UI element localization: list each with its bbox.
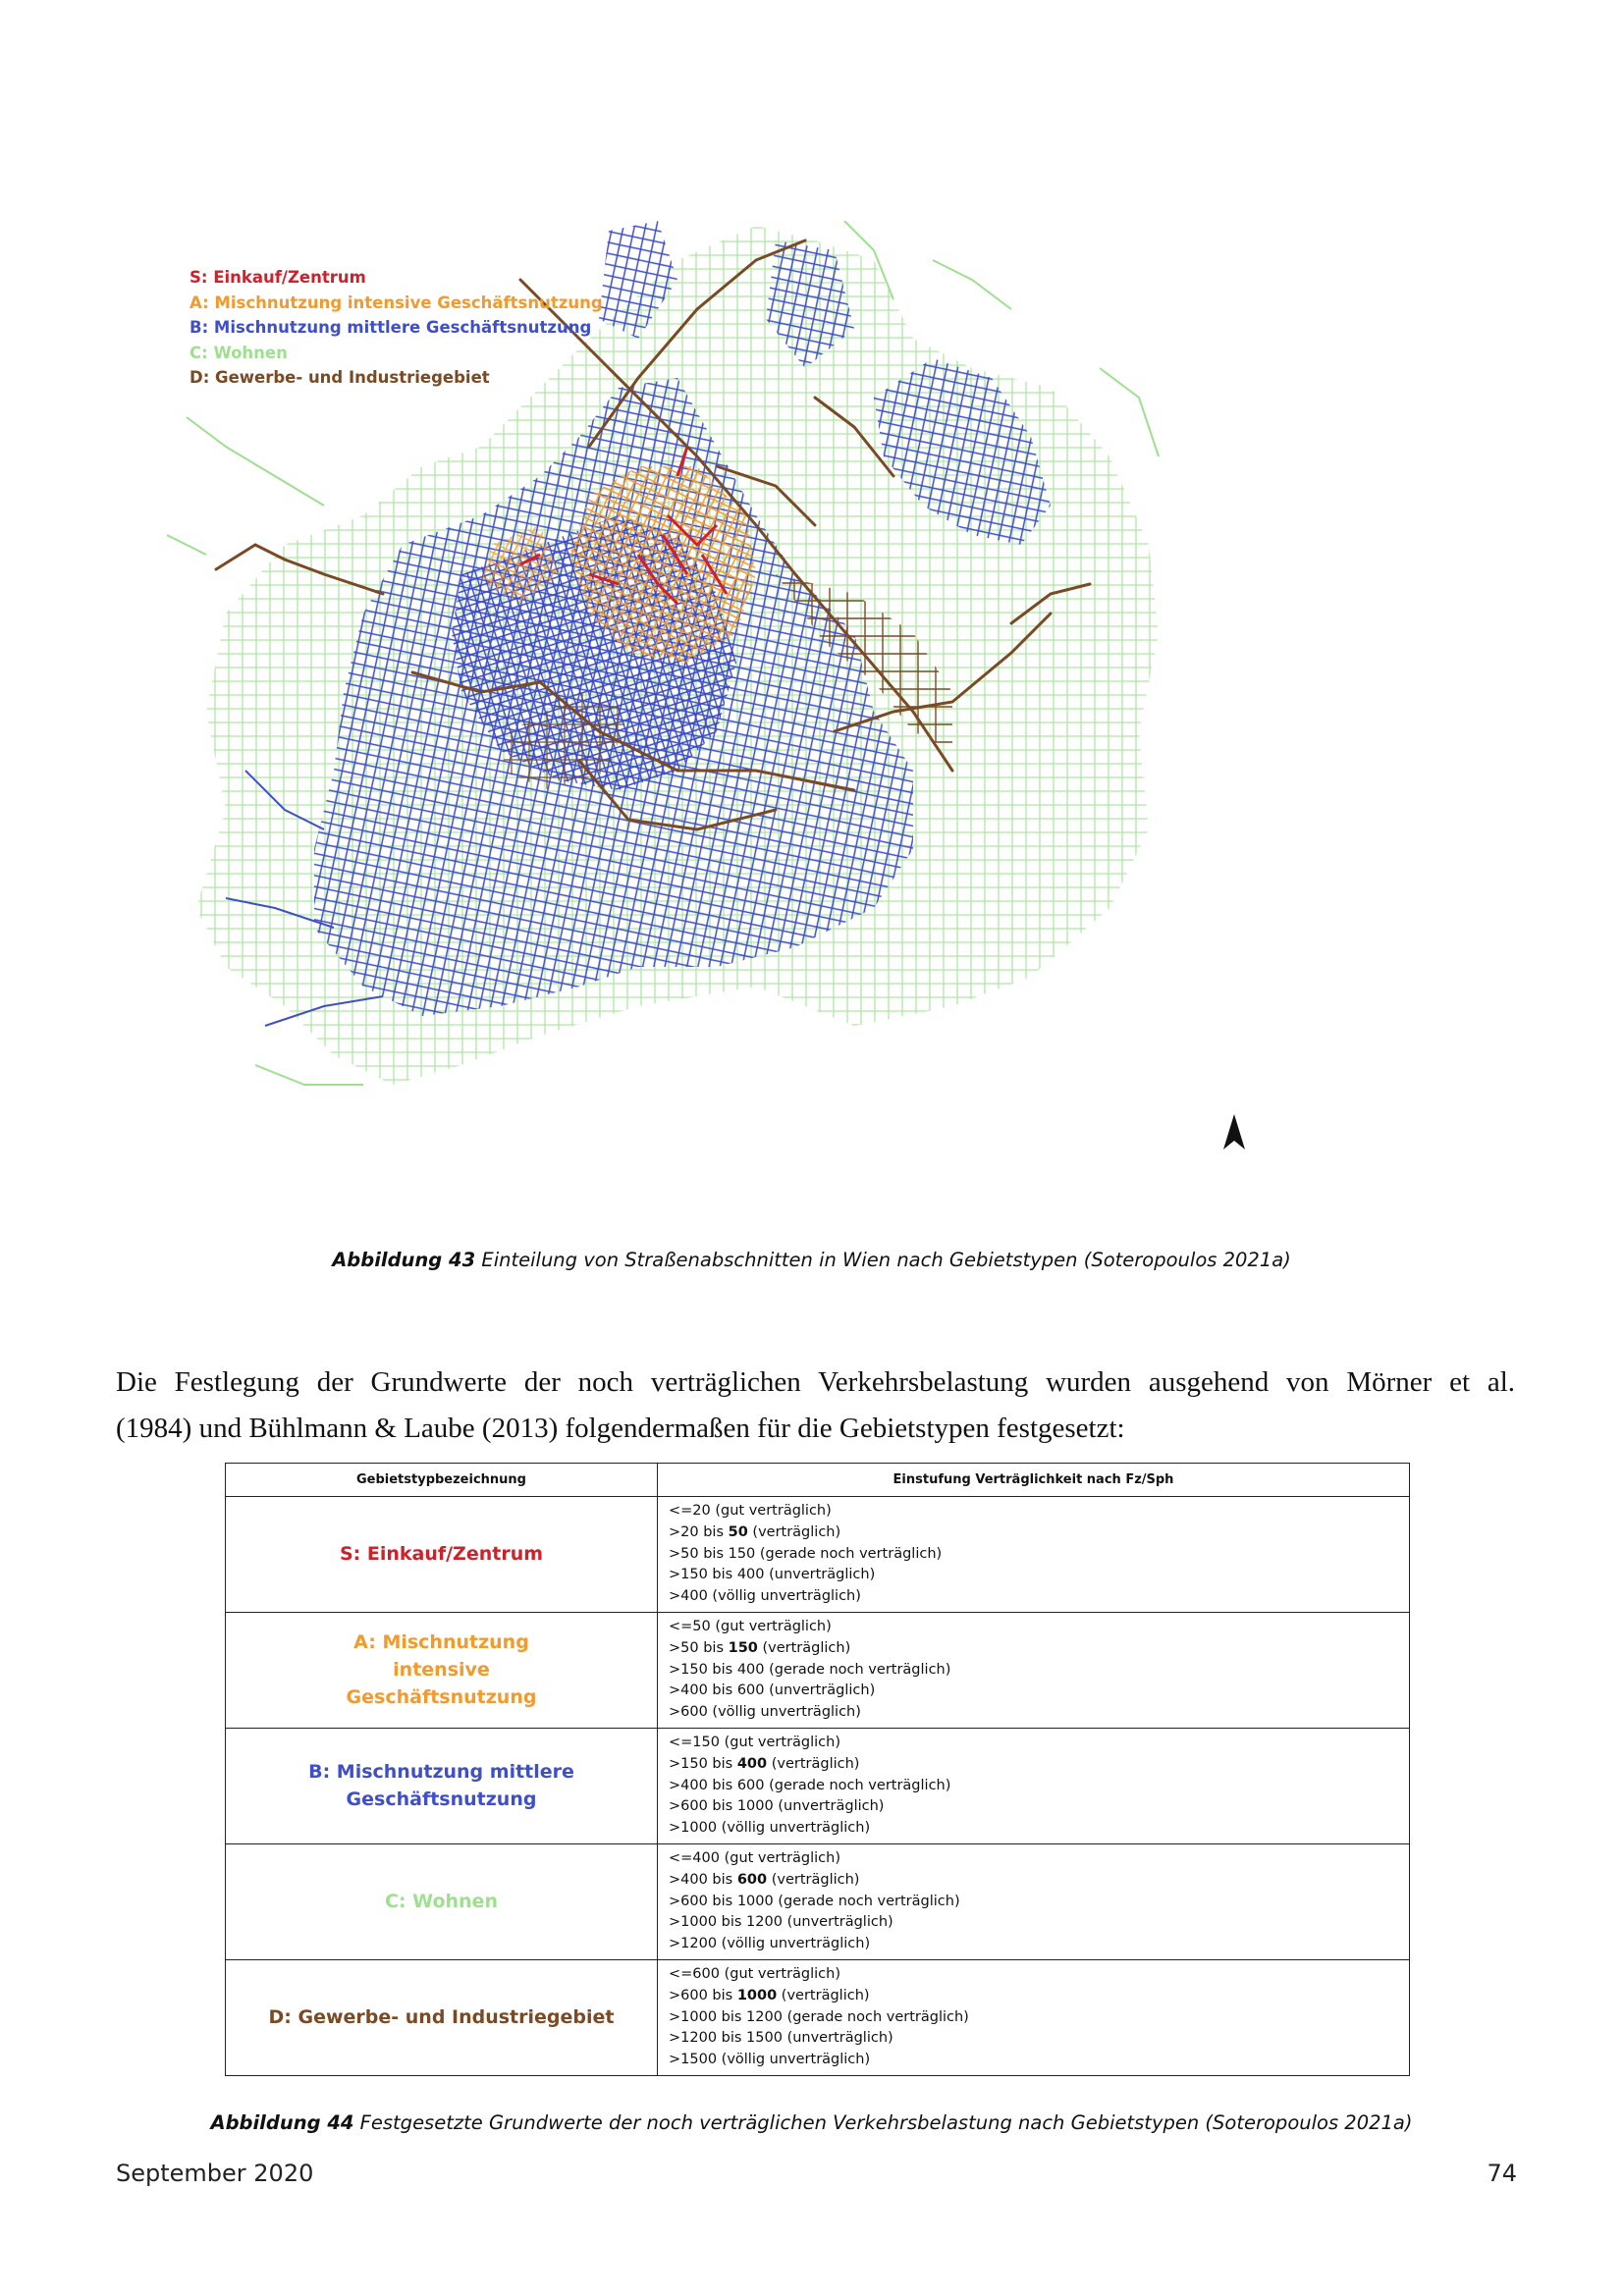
rating-line: <=150 (gut verträglich) — [669, 1734, 841, 1750]
rating-cell — [658, 1728, 1410, 1843]
north-arrow-icon — [1222, 1114, 1246, 1156]
area-type-label: A: Mischnutzung intensive Geschäftsnutzung — [346, 1631, 537, 1709]
body-paragraph — [116, 1360, 1515, 1452]
header-area-type: Gebietstypbezeichnung — [226, 1464, 658, 1497]
rating-line: >20 bis 50 (verträglich) — [669, 1523, 841, 1540]
threshold-table — [225, 1463, 1410, 2076]
rating-line: <=50 (gut verträglich) — [669, 1618, 832, 1634]
rating-line: >600 bis 1000 (unverträglich) — [669, 1798, 885, 1815]
rating-line: >1000 (völlig unverträglich) — [669, 1820, 871, 1837]
rating-line: >600 (völlig unverträglich) — [669, 1704, 861, 1721]
caption-number: Abbildung 43 — [332, 1249, 476, 1271]
figure-caption-43 — [0, 1249, 1623, 1271]
rating-line: >400 bis 600 (unverträglich) — [669, 1682, 876, 1699]
rating-line: <=600 (gut verträglich) — [669, 1965, 841, 1982]
rating-line: >150 bis 400 (verträglich) — [669, 1755, 860, 1772]
area-type-cell — [226, 1959, 658, 2075]
figure-caption-44 — [0, 2111, 1623, 2134]
map-legend — [189, 265, 603, 391]
caption-text: Einteilung von Straßenabschnitten in Wien nach Gebietstypen (Soteropoulos 2021a) — [475, 1249, 1291, 1271]
rating-cell — [658, 1612, 1410, 1728]
table-row — [226, 1497, 1410, 1613]
header-rating: Einstufung Verträglichkeit nach Fz/Sph — [658, 1464, 1410, 1497]
rating-line: >1000 bis 1200 (gerade noch verträglich) — [669, 2008, 969, 2025]
rating-cell — [658, 1497, 1410, 1613]
rating-line: >1000 bis 1200 (unverträglich) — [669, 1914, 893, 1931]
rating-line: >400 bis 600 (verträglich) — [669, 1871, 860, 1888]
legend-item-b: B: Mischnutzung mittlere Geschäftsnutzung — [189, 318, 592, 337]
area-type-label: C: Wohnen — [385, 1891, 498, 1913]
table-row — [226, 1612, 1410, 1728]
caption-text: Festgesetzte Grundwerte der noch verträglichen Verkehrsbelastung nach Gebietstypen (Soteropoulos 2021a) — [353, 2111, 1413, 2134]
rating-line: >1500 (völlig unverträglich) — [669, 2052, 871, 2068]
caption-number: Abbildung 44 — [210, 2111, 354, 2134]
footer-date: September 2020 — [116, 2160, 314, 2187]
rating-line: >150 bis 400 (gerade noch verträglich) — [669, 1661, 951, 1678]
area-type-cell — [226, 1497, 658, 1613]
area-type-cell — [226, 1728, 658, 1843]
area-type-label: S: Einkauf/Zentrum — [339, 1543, 544, 1566]
page-number: 74 — [1487, 2160, 1517, 2187]
legend-item-a: A: Mischnutzung intensive Geschäftsnutzung — [189, 293, 603, 312]
rating-cell — [658, 1959, 1410, 2075]
area-type-label: B: Mischnutzung mittlere Geschäftsnutzung — [308, 1761, 574, 1811]
paragraph-line-2: (1984) und Bühlmann & Laube (2013) folgendermaßen für die Gebietstypen festgesetzt: — [116, 1413, 1125, 1444]
rating-line: >50 bis 150 (verträglich) — [669, 1639, 851, 1656]
rating-line: >600 bis 1000 (verträglich) — [669, 1987, 870, 2003]
rating-line: >1200 bis 1500 (unverträglich) — [669, 2030, 893, 2047]
table-row — [226, 1843, 1410, 1959]
area-type-cell — [226, 1843, 658, 1959]
legend-item-d: D: Gewerbe- und Industriegebiet — [189, 368, 490, 387]
rating-line: <=400 (gut verträglich) — [669, 1849, 841, 1866]
rating-line: >400 bis 600 (gerade noch verträglich) — [669, 1777, 951, 1793]
rating-line: <=20 (gut verträglich) — [669, 1503, 832, 1519]
paragraph-line-1: Die Festlegung der Grundwerte der noch verträglichen Verkehrsbelastung wurden ausgehend von Mörner et al. — [116, 1366, 1515, 1398]
area-type-label: D: Gewerbe- und Industriegebiet — [268, 2006, 615, 2029]
rating-line: >600 bis 1000 (gerade noch verträglich) — [669, 1893, 960, 1909]
rating-cell — [658, 1843, 1410, 1959]
table-row — [226, 1728, 1410, 1843]
rating-line: >50 bis 150 (gerade noch verträglich) — [669, 1545, 943, 1562]
rating-line: >400 (völlig unverträglich) — [669, 1588, 861, 1605]
rating-line: >1200 (völlig unverträglich) — [669, 1936, 871, 1952]
legend-item-s: S: Einkauf/Zentrum — [189, 268, 366, 287]
legend-item-c: C: Wohnen — [189, 343, 288, 362]
table-header-row — [226, 1464, 1410, 1497]
rating-line: >150 bis 400 (unverträglich) — [669, 1567, 876, 1583]
table-row — [226, 1959, 1410, 2075]
area-type-cell — [226, 1612, 658, 1728]
